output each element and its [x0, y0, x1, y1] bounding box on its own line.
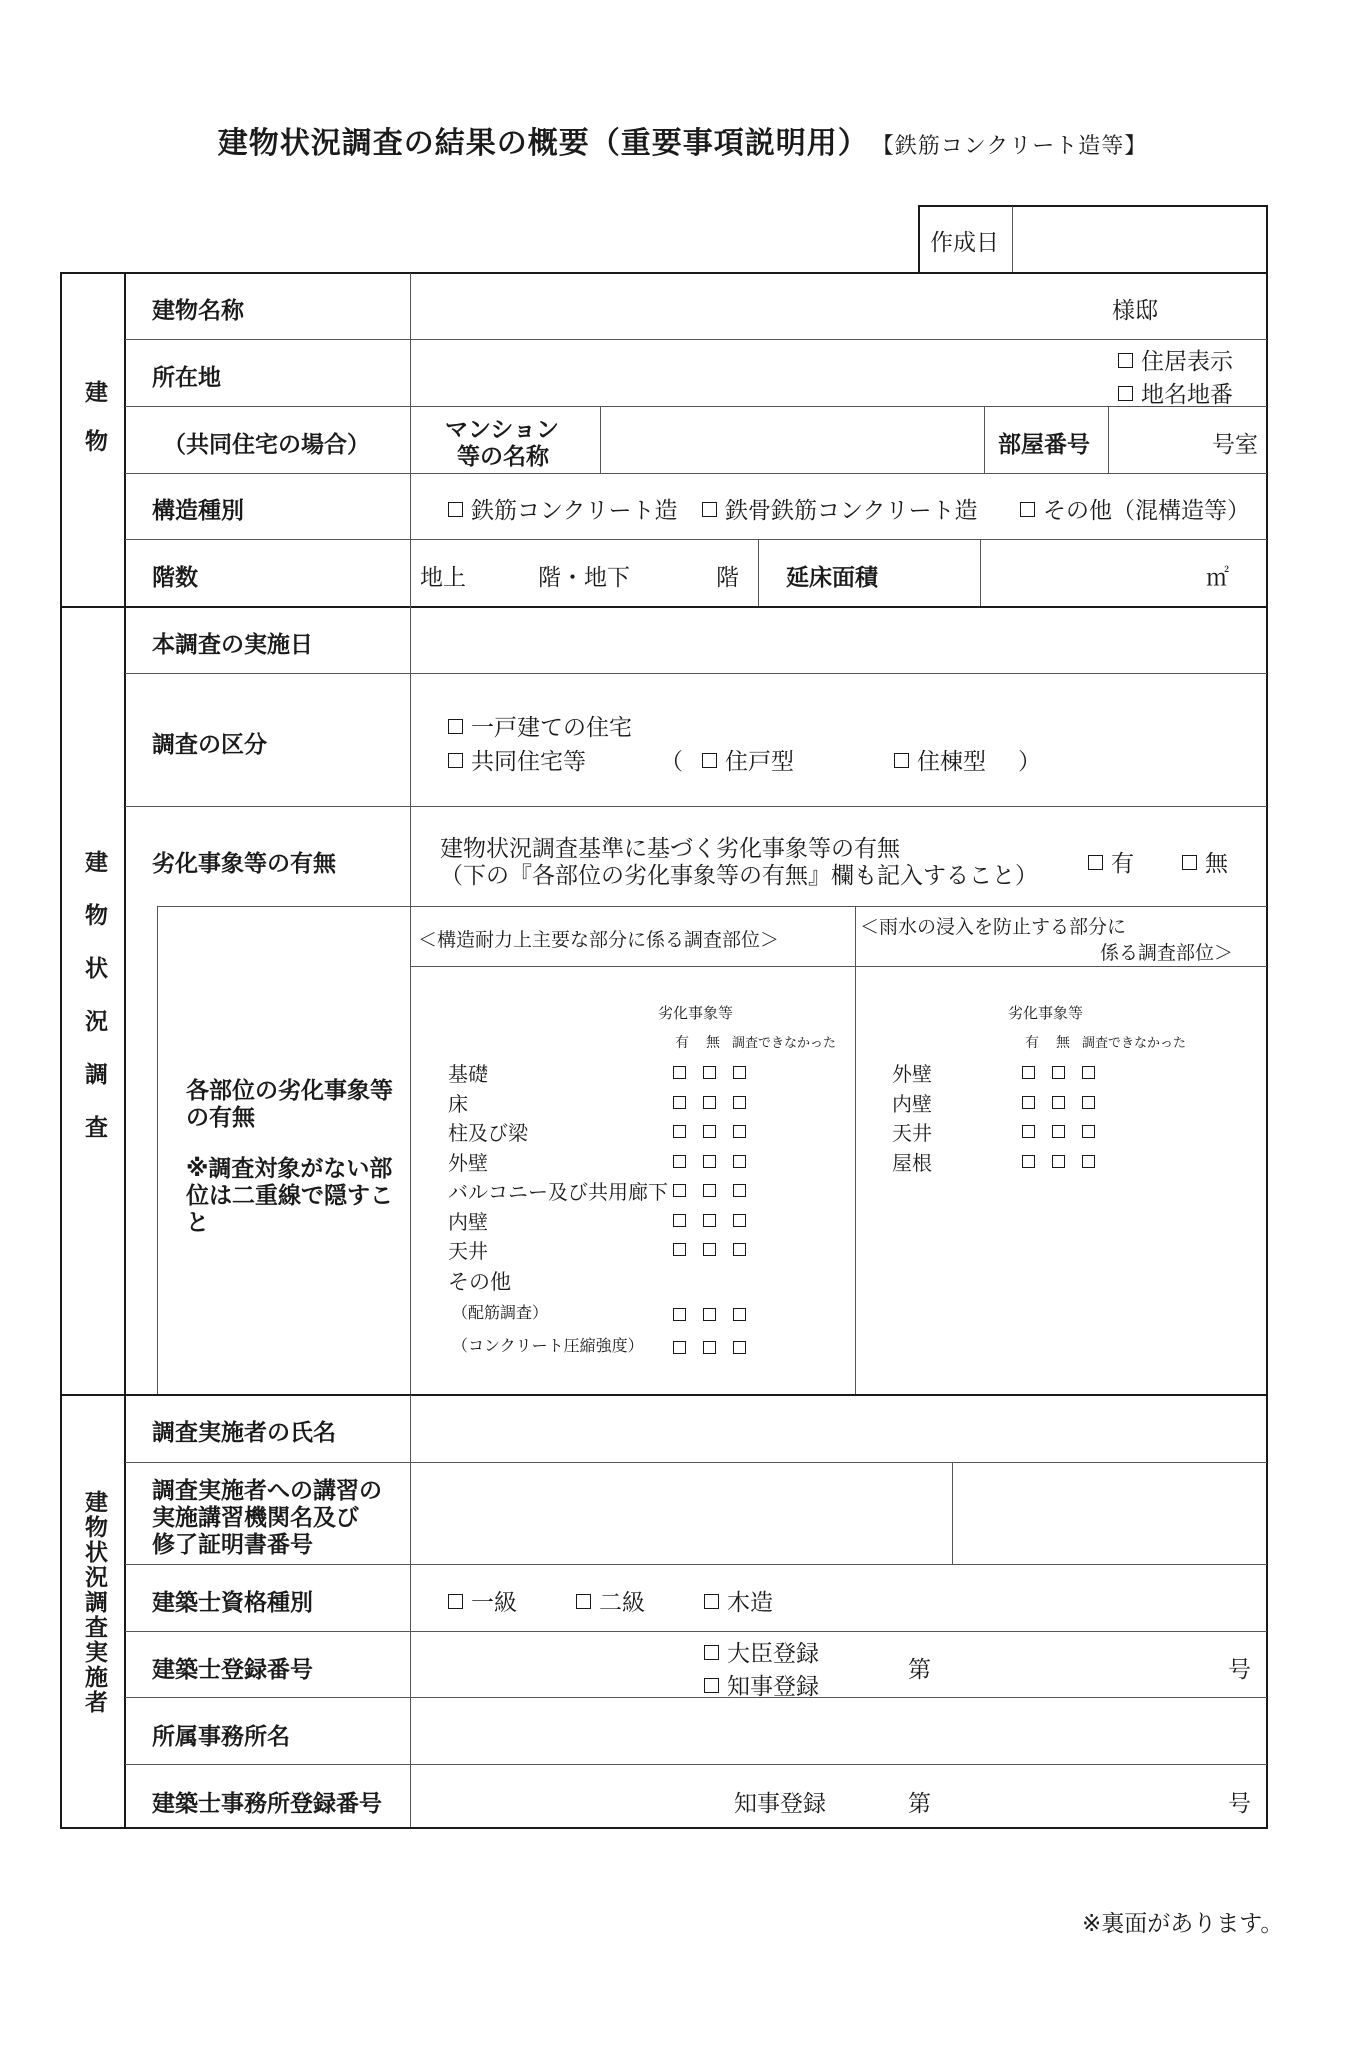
survey-type-label: 調査の区分 — [152, 732, 267, 758]
room-number-label: 部屋番号 — [998, 432, 1090, 458]
checkbox[interactable] — [448, 719, 463, 734]
structural-part-label: バルコニー及び共用廊下 — [448, 1180, 668, 1204]
qualification-first[interactable]: 一級 — [448, 1584, 517, 1617]
checkbox-na[interactable] — [733, 1096, 746, 1109]
checkbox-na[interactable] — [733, 1066, 746, 1079]
checkbox[interactable] — [448, 502, 463, 517]
qualification-label: 建築士資格種別 — [152, 1590, 313, 1616]
checkbox-yes[interactable] — [1022, 1155, 1035, 1168]
structural-part-label: 内壁 — [448, 1209, 488, 1234]
rain-col-no: 無 — [1056, 1035, 1070, 1051]
rain-col-yes: 有 — [1025, 1035, 1039, 1051]
structural-parts-header: ＜構造耐力上主要な部分に係る調査部位＞ — [418, 929, 780, 951]
structure-option-rc[interactable]: 鉄筋コンクリート造 — [448, 492, 678, 525]
checkbox-na[interactable] — [733, 1155, 746, 1168]
parts-label-1: 各部位の劣化事象等 — [186, 1078, 393, 1104]
subtitle-text: 【鉄筋コンクリート造等】 — [882, 134, 1148, 159]
checkbox-yes[interactable] — [673, 1155, 686, 1168]
checkbox-no[interactable] — [1052, 1125, 1065, 1138]
checkbox[interactable] — [1020, 502, 1035, 517]
checkbox-no[interactable] — [703, 1214, 716, 1227]
structural-part-checkboxes — [673, 1182, 763, 1201]
building-name-label: 建物名称 — [152, 298, 244, 324]
course-label-2: 実施講習機関名及び — [152, 1505, 359, 1531]
checkbox-na[interactable] — [1082, 1155, 1095, 1168]
checkbox-no[interactable] — [703, 1341, 716, 1354]
checkbox[interactable] — [704, 1645, 719, 1660]
survey-type-detached[interactable]: 一戸建ての住宅 — [448, 709, 632, 742]
checkbox-na[interactable] — [733, 1214, 746, 1227]
checkbox-no[interactable] — [703, 1184, 716, 1197]
floors-above-field[interactable] — [472, 545, 534, 601]
inspector-name-label: 調査実施者の氏名 — [152, 1420, 336, 1446]
floor-area-unit: ㎡ — [1206, 565, 1229, 591]
floors-above-label: 地上 — [420, 565, 466, 591]
structural-part-checkboxes — [673, 1241, 763, 1260]
checkbox-na[interactable] — [733, 1184, 746, 1197]
office-registration-dai: 第 — [908, 1791, 931, 1817]
building-name-suffix: 様邸 — [1112, 298, 1158, 324]
floor-area-field[interactable] — [982, 541, 1202, 605]
checkbox-na[interactable] — [733, 1341, 746, 1354]
checkbox-yes[interactable] — [673, 1096, 686, 1109]
checkbox[interactable] — [576, 1594, 591, 1609]
struct-deg-title: 劣化事象等 — [658, 1004, 734, 1022]
survey-type-building[interactable]: 住棟型 — [894, 743, 986, 776]
checkbox-yes[interactable] — [1022, 1096, 1035, 1109]
floors-label: 階数 — [152, 565, 198, 591]
title-text: 建物状況調査の結果の概要（重要事項説明用） — [217, 126, 869, 161]
floor-area-label: 延床面積 — [786, 565, 878, 591]
checkbox[interactable] — [704, 1594, 719, 1609]
parts-note-2: 位は二重線で隠すこ — [186, 1183, 393, 1209]
address-label: 所在地 — [152, 365, 221, 391]
checkbox-yes[interactable] — [673, 1214, 686, 1227]
rain-part-label: 屋根 — [892, 1150, 932, 1175]
rain-part-label: 天井 — [892, 1121, 932, 1145]
struct-col-yes: 有 — [675, 1035, 689, 1051]
qualification-wood[interactable]: 木造 — [704, 1584, 773, 1617]
parts-note-1: ※調査対象がない部 — [186, 1156, 393, 1182]
checkbox[interactable] — [1088, 855, 1103, 870]
structural-part-checkboxes — [673, 1094, 763, 1113]
checkbox-na[interactable] — [733, 1243, 746, 1256]
registration-minister[interactable]: 大臣登録 — [704, 1635, 819, 1668]
survey-type-shared[interactable]: 共同住宅等 — [448, 743, 586, 776]
address-field[interactable] — [412, 341, 1102, 405]
checkbox-no[interactable] — [703, 1125, 716, 1138]
rain-part-checkboxes — [1022, 1123, 1112, 1142]
building-name-field[interactable] — [412, 274, 1112, 338]
floors-end-label: 階 — [716, 565, 739, 591]
checkbox-na[interactable] — [733, 1125, 746, 1138]
course-label-1: 調査実施者への講習の — [152, 1478, 382, 1504]
checkbox[interactable] — [702, 502, 717, 517]
checkbox-yes[interactable] — [673, 1125, 686, 1138]
mansion-name-label-1: マンション — [445, 417, 559, 443]
structural-part-checkboxes — [673, 1212, 763, 1231]
shared-housing-label: （共同住宅の場合） — [163, 432, 370, 458]
office-registration-go: 号 — [1228, 1791, 1251, 1817]
survey-type-unit[interactable]: 住戸型 — [702, 743, 794, 776]
other-part-checkboxes — [673, 1306, 763, 1325]
rain-col-na: 調査できなかった — [1082, 1036, 1187, 1051]
checkbox-na[interactable] — [1082, 1066, 1095, 1079]
room-number-field[interactable] — [1110, 408, 1210, 472]
checkbox-na[interactable] — [1082, 1096, 1095, 1109]
parts-note-3: と — [186, 1210, 209, 1236]
structural-part-label: 床 — [448, 1091, 468, 1116]
checkbox-no[interactable] — [1052, 1155, 1065, 1168]
checkbox-no[interactable] — [703, 1155, 716, 1168]
registration-go: 号 — [1228, 1657, 1251, 1683]
structural-part-checkboxes — [673, 1064, 763, 1083]
other-part-label: （コンクリート圧縮強度） — [452, 1336, 644, 1355]
checkbox[interactable] — [894, 753, 909, 768]
course-label-3: 修了証明書番号 — [152, 1532, 313, 1558]
checkbox-no[interactable] — [703, 1096, 716, 1109]
deterioration-yes[interactable]: 有 — [1088, 845, 1134, 878]
floors-below-field[interactable] — [640, 545, 710, 601]
paren-close: ） — [1018, 749, 1041, 775]
section-building-label: 建物 — [81, 380, 107, 478]
office-name-field[interactable] — [412, 1699, 1266, 1763]
checkbox-na[interactable] — [733, 1308, 746, 1321]
rain-part-checkboxes — [1022, 1153, 1112, 1172]
checkbox-yes[interactable] — [1022, 1125, 1035, 1138]
paren-open: （ — [660, 749, 683, 775]
section-inspector-label: 建物状況調査実施者 — [81, 1490, 107, 1715]
checkbox[interactable] — [448, 753, 463, 768]
registration-number-field[interactable] — [940, 1636, 1220, 1692]
checkbox-yes[interactable] — [673, 1308, 686, 1321]
structure-type-label: 構造種別 — [152, 498, 244, 524]
registration-dai: 第 — [908, 1657, 931, 1683]
created-date-label: 作成日 — [930, 230, 999, 256]
checkbox[interactable] — [702, 753, 717, 768]
section-survey-label: 建物状況調査 — [81, 850, 107, 1168]
checkbox-yes[interactable] — [673, 1341, 686, 1354]
checkbox-na[interactable] — [1082, 1125, 1095, 1138]
rain-deg-title: 劣化事象等 — [1008, 1004, 1084, 1022]
floors-mid-label: 階・地下 — [538, 565, 630, 591]
other-label: その他 — [448, 1270, 511, 1294]
office-registration-number-field[interactable] — [940, 1770, 1220, 1826]
struct-col-na: 調査できなかった — [732, 1036, 837, 1051]
checkbox[interactable] — [1118, 353, 1133, 368]
checkbox-no[interactable] — [1052, 1066, 1065, 1079]
deterioration-label: 劣化事象等の有無 — [152, 851, 336, 877]
checkbox-no[interactable] — [703, 1308, 716, 1321]
structural-part-label: 柱及び梁 — [448, 1121, 528, 1145]
mansion-name-label-2: 等の名称 — [457, 444, 549, 470]
checkbox-yes[interactable] — [1022, 1066, 1035, 1079]
office-name-label: 所属事務所名 — [152, 1724, 290, 1750]
address-option-jukyo[interactable]: 住居表示 — [1118, 343, 1233, 376]
course-certificate-field[interactable] — [954, 1464, 1266, 1563]
inspector-name-field[interactable] — [412, 1397, 1266, 1461]
structural-part-checkboxes — [673, 1123, 763, 1142]
mansion-name-field[interactable] — [602, 408, 982, 472]
rain-parts-header-2: 係る調査部位＞ — [1100, 942, 1234, 964]
checkbox-yes[interactable] — [673, 1066, 686, 1079]
structural-part-label: 外壁 — [448, 1150, 488, 1175]
page-title — [0, 118, 1365, 162]
room-number-suffix: 号室 — [1212, 432, 1258, 458]
checkbox[interactable] — [1182, 855, 1197, 870]
created-date-field[interactable] — [1014, 207, 1266, 272]
rain-part-checkboxes — [1022, 1094, 1112, 1113]
checkbox-yes[interactable] — [673, 1184, 686, 1197]
structure-option-src[interactable]: 鉄骨鉄筋コンクリート造 — [702, 492, 978, 525]
office-registration-label: 建築士事務所登録番号 — [152, 1791, 382, 1817]
office-registration-governor: 知事登録 — [734, 1791, 826, 1817]
other-part-label: （配筋調査） — [452, 1303, 549, 1322]
checkbox-yes[interactable] — [673, 1243, 686, 1256]
checkbox-no[interactable] — [703, 1066, 716, 1079]
footer-note: ※裏面があります。 — [1082, 1911, 1284, 1937]
checkbox-no[interactable] — [703, 1243, 716, 1256]
course-institution-field[interactable] — [412, 1464, 950, 1563]
registration-label: 建築士登録番号 — [152, 1657, 313, 1683]
checkbox[interactable] — [704, 1678, 719, 1693]
qualification-second[interactable]: 二級 — [576, 1584, 645, 1617]
registration-governor[interactable]: 知事登録 — [704, 1668, 819, 1701]
deterioration-line2: （下の『各部位の劣化事象等の有無』欄も記入すること） — [440, 863, 1038, 889]
parts-label-2: の有無 — [186, 1105, 255, 1131]
survey-date-label: 本調査の実施日 — [152, 632, 313, 658]
rain-part-label: 内壁 — [892, 1091, 932, 1116]
address-option-chimei[interactable]: 地名地番 — [1118, 376, 1233, 409]
deterioration-no[interactable]: 無 — [1182, 845, 1228, 878]
rain-parts-header-1: ＜雨水の浸入を防止する部分に — [860, 916, 1127, 938]
rain-part-label: 外壁 — [892, 1062, 932, 1086]
structural-part-label: 天井 — [448, 1239, 488, 1263]
structural-part-label: 基礎 — [448, 1062, 488, 1086]
structural-part-checkboxes — [673, 1153, 763, 1172]
checkbox-no[interactable] — [1052, 1096, 1065, 1109]
survey-date-field[interactable] — [412, 608, 1266, 672]
other-part-checkboxes — [673, 1339, 763, 1358]
structure-option-other[interactable]: その他（混構造等） — [1020, 492, 1250, 525]
rain-part-checkboxes — [1022, 1064, 1112, 1083]
checkbox[interactable] — [448, 1594, 463, 1609]
deterioration-line1: 建物状況調査基準に基づく劣化事象等の有無 — [440, 836, 900, 862]
struct-col-no: 無 — [706, 1035, 720, 1051]
checkbox[interactable] — [1118, 386, 1133, 401]
